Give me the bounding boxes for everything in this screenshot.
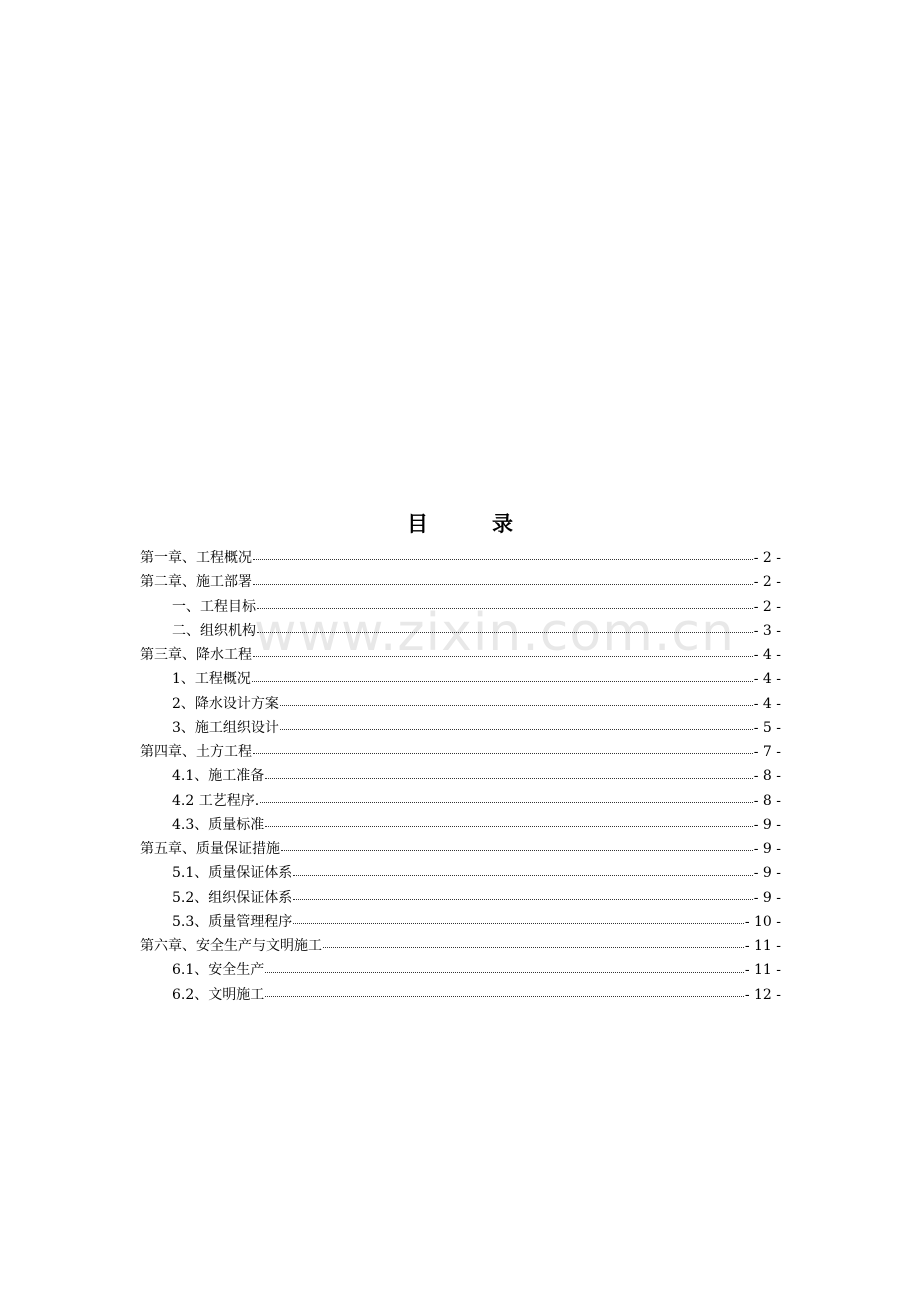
toc-entry-label: 1、工程概况 — [172, 671, 251, 688]
toc-dot-leader — [281, 850, 753, 851]
toc-dot-leader — [280, 705, 753, 706]
toc-entry-page: - 3 - — [753, 622, 781, 639]
toc-dot-leader — [257, 632, 753, 633]
toc-entry-label: 第二章、施工部署 — [140, 574, 252, 591]
toc-dot-leader — [257, 608, 753, 609]
toc-entry-label: 6.2、文明施工 — [172, 986, 265, 1003]
toc-entry-page: - 5 - — [753, 719, 781, 736]
toc-title — [0, 508, 920, 538]
toc-entry-label: 5.1、质量保证体系 — [172, 865, 293, 882]
toc-entry-page: - 10 - — [744, 913, 781, 930]
toc-entry[interactable] — [140, 764, 781, 788]
toc-dot-leader — [265, 778, 752, 779]
toc-entry-label: 第六章、安全生产与文明施工 — [140, 938, 322, 954]
toc-entry[interactable] — [140, 813, 781, 837]
toc-entry-page: - 9 - — [753, 865, 781, 882]
toc-entry[interactable] — [140, 934, 781, 958]
toc-entry-page: - 7 - — [753, 744, 781, 760]
toc-entry[interactable] — [140, 692, 781, 716]
toc-title-char-2: 录 — [492, 511, 513, 536]
toc-entry-page: - 9 - — [753, 889, 781, 906]
toc-entry[interactable] — [140, 643, 781, 667]
toc-entry-page: - 12 - — [744, 986, 781, 1003]
toc-entry-label: 二、组织机构 — [172, 622, 256, 639]
toc-entry-label: 4.1、施工准备 — [172, 768, 265, 785]
toc-entry[interactable] — [140, 983, 781, 1007]
toc-entry-page: - 9 - — [753, 816, 781, 833]
toc-entry[interactable] — [140, 789, 781, 813]
toc-dot-leader — [252, 681, 753, 682]
toc-dot-leader — [253, 584, 753, 585]
toc-dot-leader — [265, 972, 744, 973]
toc-entry-page: - 8 - — [753, 792, 781, 809]
toc-dot-leader — [293, 875, 752, 876]
toc-dot-leader — [323, 947, 744, 948]
toc-entry[interactable] — [140, 619, 781, 643]
toc-entry-page: - 2 - — [753, 574, 781, 591]
toc-entry-label: 第五章、质量保证措施 — [140, 841, 280, 857]
toc-entry-page: - 11 - — [744, 962, 781, 979]
toc-dot-leader — [293, 899, 752, 900]
toc-dot-leader — [260, 802, 753, 803]
toc-dot-leader — [265, 996, 744, 997]
toc-entry-page: - 11 - — [744, 938, 781, 954]
toc-entry-page: - 2 - — [753, 550, 781, 566]
toc-entry-page: - 8 - — [753, 768, 781, 785]
toc-entry-page: - 4 - — [753, 647, 781, 663]
toc-title-char-1: 目 — [407, 511, 428, 536]
toc-dot-leader — [253, 656, 753, 657]
toc-entry[interactable] — [140, 958, 781, 982]
toc-dot-leader — [253, 559, 753, 560]
toc-entry-label: 4.2 工艺程序. — [172, 792, 260, 809]
toc-entry[interactable] — [140, 910, 781, 934]
toc-entry[interactable] — [140, 716, 781, 740]
toc-entry[interactable] — [140, 595, 781, 619]
toc-entry[interactable] — [140, 740, 781, 764]
toc-entry-label: 一、工程目标 — [172, 598, 256, 615]
toc-entry-label: 第一章、工程概况 — [140, 550, 252, 566]
toc-entry-label: 4.3、质量标准 — [172, 816, 265, 833]
toc-dot-leader — [280, 729, 753, 730]
toc-dot-leader — [253, 753, 753, 754]
toc-dot-leader — [265, 826, 752, 827]
toc-entry-page: - 9 - — [753, 841, 781, 857]
toc-entry-label: 5.3、质量管理程序 — [172, 913, 293, 930]
toc-list — [140, 546, 781, 1007]
toc-entry-page: - 4 - — [753, 695, 781, 712]
toc-entry-label: 第四章、土方工程 — [140, 744, 252, 760]
toc-entry[interactable] — [140, 570, 781, 594]
toc-entry[interactable] — [140, 886, 781, 910]
toc-dot-leader — [293, 923, 744, 924]
toc-entry-label: 3、施工组织设计 — [172, 719, 279, 736]
toc-entry[interactable] — [140, 546, 781, 570]
toc-entry[interactable] — [140, 861, 781, 885]
toc-entry-page: - 2 - — [753, 598, 781, 615]
toc-entry-page: - 4 - — [753, 671, 781, 688]
watermark-text: www.zixin.com.cn — [254, 603, 735, 663]
toc-entry-label: 6.1、安全生产 — [172, 962, 265, 979]
toc-entry[interactable] — [140, 837, 781, 861]
toc-entry-label: 第三章、降水工程 — [140, 647, 252, 663]
toc-entry-label: 5.2、组织保证体系 — [172, 889, 293, 906]
toc-entry-label: 2、降水设计方案 — [172, 695, 279, 712]
toc-entry[interactable] — [140, 667, 781, 691]
